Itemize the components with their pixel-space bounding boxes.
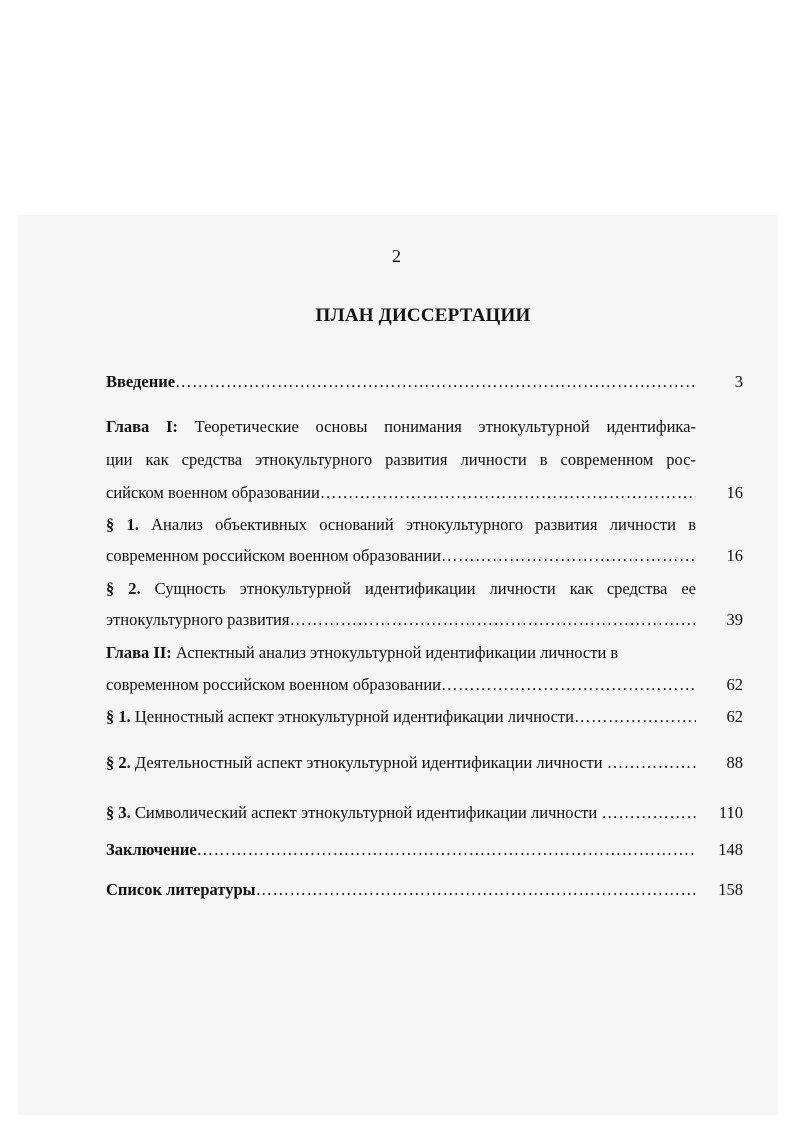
toc-entry-text: Деятельностный аспект этнокультурной идентификации личности xyxy=(130,753,607,772)
toc-entry-conclusion xyxy=(106,839,696,861)
toc-entry-chapter-1-line-1 xyxy=(106,416,696,438)
toc-entry-prefix: § 2. xyxy=(106,579,141,598)
document-title: ПЛАН ДИССЕРТАЦИИ xyxy=(315,305,531,326)
toc-entry-introduction xyxy=(106,371,696,393)
toc-entry-prefix: Глава I: xyxy=(106,417,178,436)
page-number: 2 xyxy=(392,246,401,266)
toc-entry-label: Список литературы xyxy=(106,880,256,899)
toc-entry-ch2-section-2 xyxy=(106,752,696,774)
toc-entry-chapter-1-line-3 xyxy=(106,482,696,504)
toc-entry-ch1-section-2-line-2 xyxy=(106,609,696,631)
toc-page-number: 158 xyxy=(718,880,743,899)
toc-entry-text: Теоретические основы понимания этнокультурной идентифика- xyxy=(177,417,696,436)
toc-entry-text: современном российском военном образовании xyxy=(106,675,441,694)
toc-entry-chapter-2-line-2 xyxy=(106,674,696,696)
toc-entry-ch2-section-1 xyxy=(106,706,696,728)
toc-page-number: 39 xyxy=(726,610,743,629)
toc-page-number: 88 xyxy=(726,753,743,772)
toc-entry-prefix: § 1. xyxy=(106,707,131,726)
toc-entry-text: этнокультурного развития xyxy=(106,610,290,629)
toc-entry-chapter-1-line-2: ции как средства этнокультурного развития личности в современном рос- xyxy=(106,450,696,469)
toc-entry-prefix: § 1. xyxy=(106,515,139,534)
toc-entry-ch1-section-2-line-1 xyxy=(106,578,696,600)
toc-entry-ch1-section-1-line-1 xyxy=(106,514,696,536)
toc-entry-text: Символический аспект этнокультурной идентификации личности xyxy=(130,803,602,822)
toc-entry-label: Заключение xyxy=(106,840,197,859)
toc-entry-text: сийском военном образовании xyxy=(106,483,320,502)
toc-entry-text: современном российском военном образовании xyxy=(106,546,441,565)
toc-entry-bibliography xyxy=(106,879,696,901)
toc-page-number: 16 xyxy=(726,483,743,502)
toc-page-number: 3 xyxy=(734,372,743,391)
toc-page-number: 110 xyxy=(718,803,743,822)
scan-background xyxy=(18,215,778,1115)
toc-page-number: 148 xyxy=(718,840,743,859)
toc-page-number: 62 xyxy=(726,675,743,694)
toc-entry-text: Аспектный анализ этнокультурной идентификации личности в xyxy=(171,643,619,662)
toc-entry-label: Введение xyxy=(106,372,176,391)
toc-entry-prefix: § 2. xyxy=(106,753,131,772)
toc-entry-text: Анализ объективных оснований этнокультурного развития личности в xyxy=(138,515,696,534)
toc-entry-text: Ценностный аспект этнокультурной идентификации личности xyxy=(130,707,574,726)
toc-entry-ch2-section-3 xyxy=(106,802,696,824)
toc-entry-text: Сущность этнокультурной идентификации личности как средства ее xyxy=(140,579,696,598)
toc-page-number: 62 xyxy=(726,707,743,726)
toc-entry-ch1-section-1-line-2 xyxy=(106,545,696,567)
toc-entry-chapter-2-line-1 xyxy=(106,642,696,664)
toc-page-number: 16 xyxy=(726,546,743,565)
toc-entry-prefix: § 3. xyxy=(106,803,131,822)
toc-entry-prefix: Глава II: xyxy=(106,643,172,662)
